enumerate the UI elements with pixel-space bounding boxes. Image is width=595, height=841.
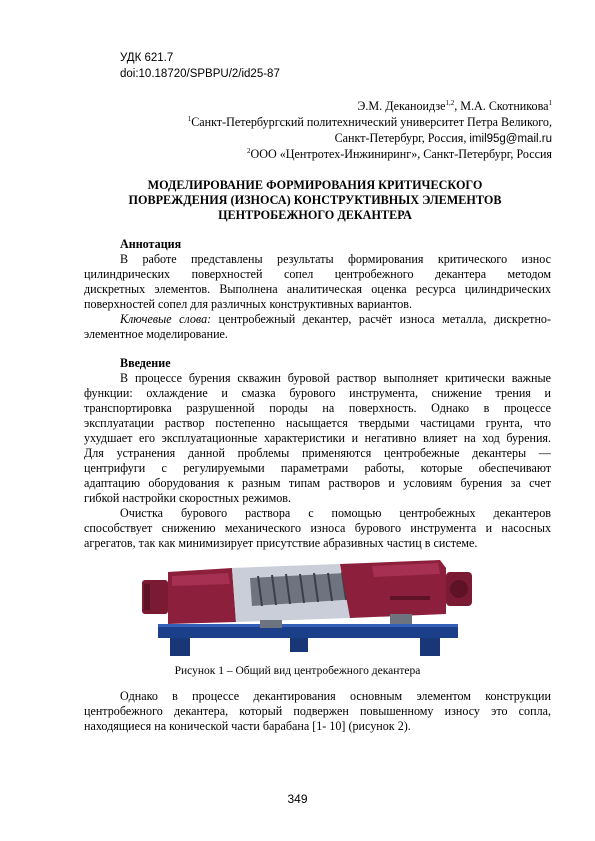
authors-line — [357, 99, 552, 114]
intro-heading: Введение — [120, 356, 171, 370]
intro-p1-line: В процессе бурения скважин буровой раствор выполняет критически важные — [120, 371, 551, 385]
intro-p1-line: Для устранения данной проблемы применяются центробежные декантеры — — [84, 446, 551, 460]
abstract-line: дискретных элементов. Выполнена аналитическая оценка ресурса цилиндрических — [84, 282, 551, 296]
base-leg-left — [170, 638, 190, 656]
body-line: Однако в процессе декантирования основным элементом конструкции — [120, 689, 551, 703]
page-number: 349 — [287, 792, 308, 806]
keywords-text: центробежный декантер, расчёт износа металла, дискретно- — [218, 312, 551, 326]
intro-p2-line: Очистка бурового раствора с помощью центробежных декантеров — [120, 506, 551, 520]
affil-mark-2: 2 — [246, 147, 251, 155]
affiliation-1 — [188, 115, 552, 130]
author-affil-mark-2: 1 — [548, 99, 552, 107]
intro-p2-line: агрегатов, так как минимизирует присутствие абразивных частиц в системе. — [84, 536, 478, 550]
affiliation-2-text: ООО «Центротех-Инжиниринг», Санкт-Петербург, Россия — [250, 147, 552, 161]
email-link[interactable]: imil95g@mail.ru — [469, 133, 552, 145]
intro-p1-line: транспортировка разрушенной породы на поверхность. Однако в процессе — [84, 401, 551, 415]
abstract-heading: Аннотация — [120, 237, 182, 251]
decanter-figure — [140, 558, 490, 660]
affiliation-2 — [247, 147, 552, 162]
keywords-line-2: элементное моделирование. — [84, 327, 228, 341]
intro-p1-line: центрифуги с регулируемыми параметрами работы, которые обеспечивают — [84, 461, 551, 475]
intro-p1-line: гибкой настройки скоростных режимов. — [84, 491, 292, 505]
body-line: находящиеся на конической части барабана [1- 10] (рисунок 2). — [84, 719, 411, 733]
abstract-line: поверхностей сопел для различных конструктивных вариантов. — [84, 297, 413, 311]
base-leg-right — [420, 638, 440, 656]
author-affil-mark-1: 1,2 — [445, 99, 455, 107]
body-line: центробежного декантера, который подвержен повышенному износу это сопла, — [84, 704, 551, 718]
abstract-line: цилиндрических поверхностей сопел центробежного декантера методом — [84, 267, 551, 281]
article-title-line-2: ПОВРЕЖДЕНИЯ (ИЗНОСА) КОНСТРУКТИВНЫХ ЭЛЕМЕНТОВ — [128, 193, 502, 207]
article-title-line-1: МОДЕЛИРОВАНИЕ ФОРМИРОВАНИЯ КРИТИЧЕСКОГО — [147, 178, 483, 192]
affil-mark-1: 1 — [187, 115, 192, 123]
doi: doi:10.18720/SPBPU/2/id25-87 — [120, 68, 280, 80]
abstract-line: В работе представлены результаты формирования критического износ — [120, 252, 551, 266]
intro-p1-line: адаптацию оборудования к разным типам растворов и условиям бурения за счет — [84, 476, 551, 490]
affiliation-1-text: Санкт-Петербургский политехнический университет Петра Великого, — [191, 115, 552, 129]
intro-p1-line: ухудшает его эксплуатационные характеристики и негативно влияет на ход бурения. — [84, 431, 551, 445]
keywords-label: Ключевые слова: — [120, 312, 212, 326]
keywords-line — [120, 312, 551, 327]
intro-p1-line: эксплуатации раствор постепенно насыщается твердыми частицами грунта, что — [84, 416, 551, 430]
author-name-2: , М.А. Скотникова — [454, 99, 549, 113]
affiliation-1-city — [335, 131, 552, 147]
article-title-line-3: ЦЕНТРОБЕЖНОГО ДЕКАНТЕРА — [218, 208, 412, 222]
author-name-1: Э.М. Деканоидзе — [357, 99, 446, 113]
udk-code: УДК 621.7 — [120, 52, 174, 64]
intro-p2-line: способствует снижению механического износа бурового инструмента и насосных — [84, 521, 551, 535]
affiliation-1-city-text: Санкт-Петербург, Россия, — [334, 131, 467, 145]
figure-caption: Рисунок 1 – Общий вид центробежного декантера — [174, 665, 421, 677]
intro-p1-line: функции: охлаждение и смазка бурового инструмента, снижение трения и — [84, 386, 551, 400]
